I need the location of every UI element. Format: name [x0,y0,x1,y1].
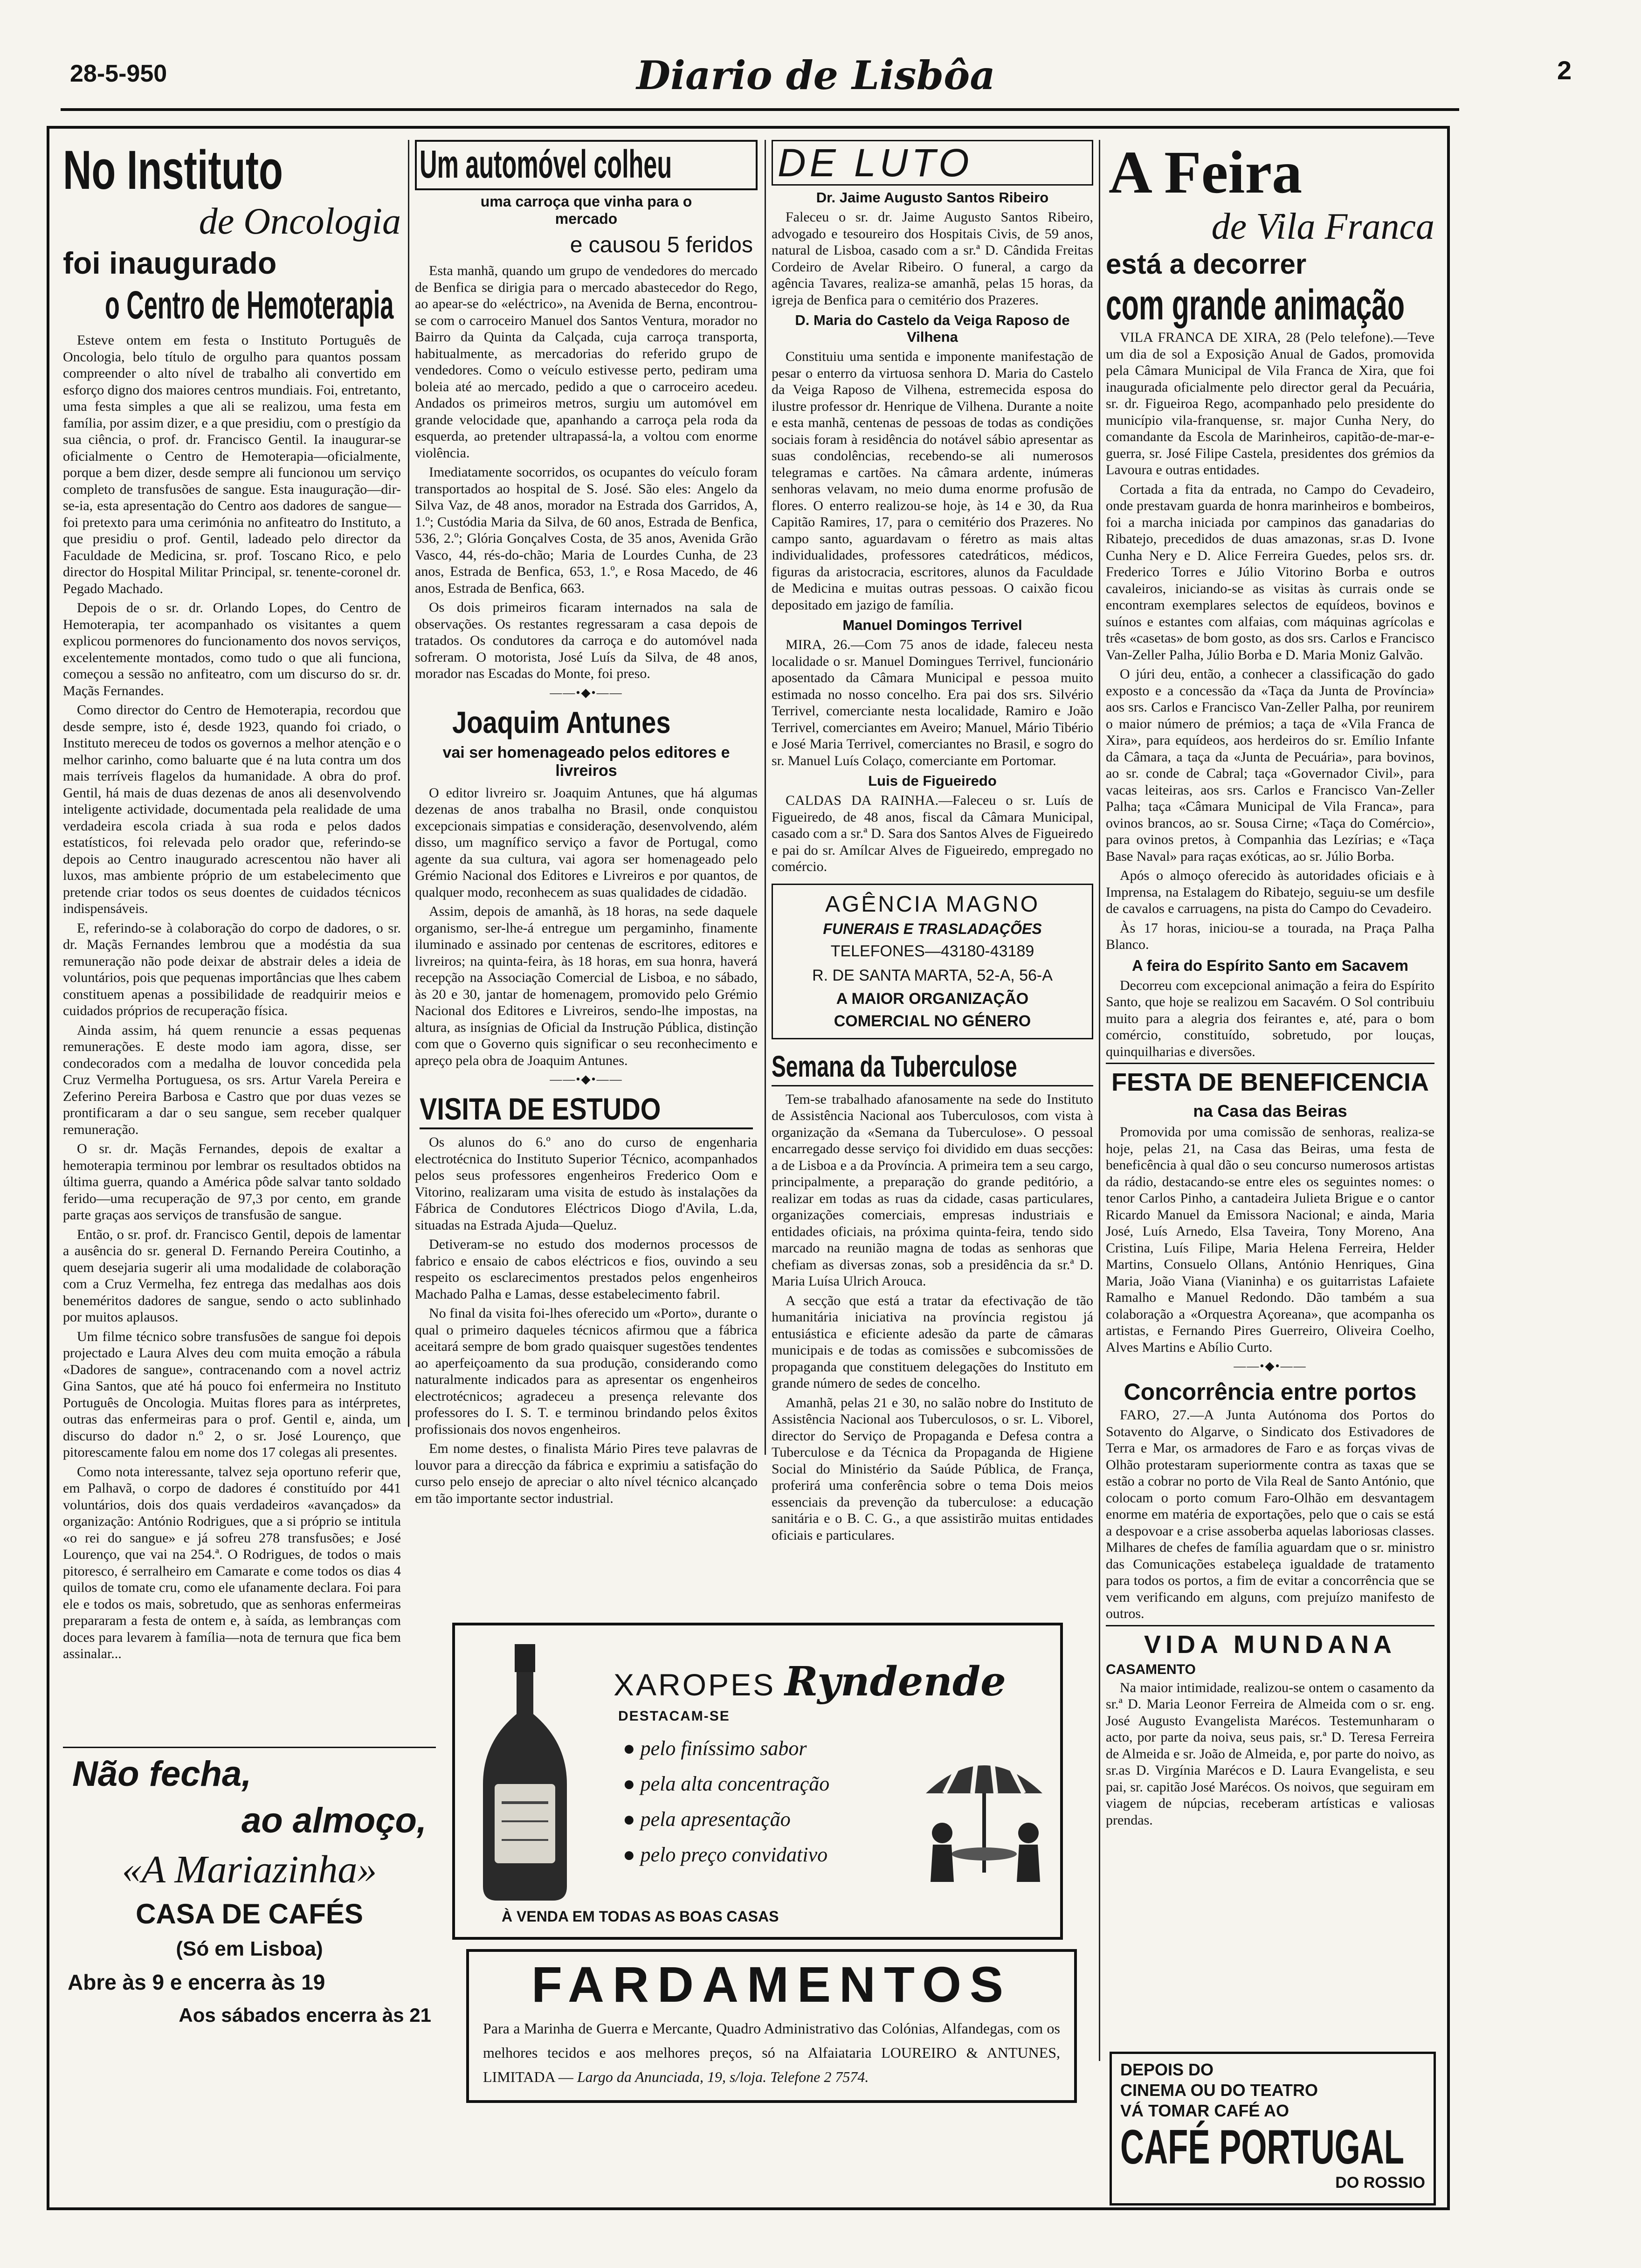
figure-body [931,1845,954,1882]
ad-so-lisboa: (Só em Lisboa) [176,1937,323,1960]
column-divider [765,140,766,1455]
ad-mariazinha-name: «A Mariazinha» [122,1848,377,1891]
item-text: pela apresentação [640,1808,791,1831]
fardamentos-title: FARDAMENTOS [531,1956,1012,2012]
column-automovel [415,140,758,1506]
paragraph: O sr. dr. Maçãs Fernandes, depois de exaltar a hemoterapia terminou por lembrar os resultados obtidos na última guerra, quando a América pôde salvar tanto soldado ferido—uma recuperação de 97,3 por cento, em grande parte graças aos serviços de transfusão de sangue. [63,1141,401,1223]
agencia-phones: TELEFONES—43180-43189 [830,942,1034,960]
column-feira-vila-franca [1106,140,1434,2047]
column-divider [408,140,409,1427]
separator-dots: ——•◆•—— [1234,1359,1307,1373]
headline-esta-decorrer: está a decorrer [1106,249,1307,280]
ad-fardamentos [466,1949,1077,2103]
ad-saturday-hours: Aos sábados encerra às 21 [179,2004,431,2026]
paragraph: Promovida por uma comissão de senhoras, realiza-se hoje, pelas 21, na Casa das Beiras, uma festa de beneficência à qual dão o seu concurso numerosos artistas da rádio, destacando-se entre eles os seguintes nomes: o tenor Carlos Pinho, a cantadeira Julieta Brigue e o cantor Ricardo Manuel da Emissora Nacional; e ainda, Maria José, Luís Arnedo, Elsa Taveira, Tony Moreno, Ana Cristina, Luís Filipe, Maria Helena Ferreira, Helder Martins, Consuelo Ollans, António Henriques, Gina Maria, João Viana (Vianinha) e os guitarristas Lafaiete Ramalho e Manuel Redondo. Dão também a sua colaboração a «Orquestra Açoreana», que acompanha os artistas, e Fernando Pires Guerreiro, Oliveira Coelho, Alves Martins e Abílio Curto. [1106,1124,1434,1355]
xaropes-footer: À VENDA EM TODAS AS BOAS CASAS [502,1908,779,1925]
paragraph: Então, o sr. prof. dr. Francisco Gentil, depois de lamentar a ausência do sr. general D. Fernando Pereira Coutinho, a quem desejaria sugerir ali uma modalidade de colaboração com a Cruz Vermelha, fez entrega das medalhas aos dois beneméritos dadores de sangue, sendo o acto sublinhado por muitos aplausos. [63,1226,401,1325]
ad-cafe-portugal [1110,2052,1436,2206]
obituary-text: MIRA, 26.—Com 75 anos de idade, faleceu nesta localidade o sr. Manuel Domingues Terrivel, funcionário aposentado da Câmara Municipal e pessoa muito estimada no nosso concelho. Era pai dos srs. Silvério Terrivel, comerciante nesta localidade, Ramiro e João Terrivel, comerciantes em Aveiro; Manuel, Mário Tibério e José Maria Terrivel, comerciantes no Brasil, e sogro do sr. Manuel Luís Colaço, comerciante em Portomar. [772,637,1093,768]
headline-de-luto-box [772,140,1093,186]
headline-centro-hemoterapia: o Centro de Hemoterapia [105,283,394,327]
ad-agencia-magno [772,884,1093,1039]
paragraph: No final da visita foi-lhes oferecido um «Porto», durante o qual o primeiro daqueles técnicos afirmou que a fábrica aceitará sempre de bom grado quaisquer sugestões tendentes ao aperfeiçoamento da sua produção, considerando como naturalmente indicados para as apresentar os engenheiros electrotécnicos; agradeceu a presença relevante dos professores do I. S. T. e terminou brindando pelos êxitos profissionais dos novos engenheiros. [415,1306,758,1437]
ad-divider [63,1747,436,1748]
ad-line-nao-fecha: Não fecha, [72,1754,252,1794]
paragraph: Depois de o sr. dr. Orlando Lopes, do Centro de Hemoterapia, ter acompanhado os visitantes a quem explicou pormenores do funcionamento dos novos serviços, excelentemente montados, como tudo o que ali funciona, começou a sessão no anfiteatro, com um discurso do sr. dr. Maçãs Fernandes. [63,600,401,698]
headline-tuberculose-box [772,1048,1093,1086]
figure-body [1017,1845,1040,1882]
cafe-line-3: VÁ TOMAR CAFÉ AO [1120,2101,1289,2120]
subheadline-sacavem: A feira do Espírito Santo em Sacavem [1132,956,1408,974]
cafe-line-2: CINEMA OU DO TEATRO [1120,2081,1318,2100]
headline-vila-franca: de Vila Franca [1211,206,1434,247]
headline-joaquim-antunes: Joaquim Antunes [452,705,671,740]
fardamentos-text [483,2016,1060,2089]
paragraph: Assim, depois de amanhã, às 18 horas, na sede daquele organismo, ser-lhe-á entregue um pergaminho, finamente iluminado e assinado por centenas de escritores, editores e livreiros; na quinta-feira, às 18 horas, em sua honra, haverá recepção na Associação Comercial de Lisboa, e no sábado, às 20 e 30, jantar de homenagem, promovido pelo Grémio Nacional dos Editores e Livreiros, sendo-lhe impostas, na altura, as insígnias de Oficial da Instrução Pública, distinção com que o Governo quis significar o seu reconhecimento e apreço pela obra de Joaquim Antunes. [415,904,758,1068]
obituary-name: Manuel Domingos Terrivel [842,617,1022,633]
article-body [63,332,401,1662]
xaropes-title [614,1658,1006,1705]
headline-concorrencia-portos: Concorrência entre portos [1124,1379,1417,1405]
subheadline-carroca: uma carroça que vinha para o mercado [480,193,692,227]
paragraph: Os dois primeiros ficaram internados na sala de observações. Os restantes regressaram a casa depois de tratados. Os condutores da carroça e do automóvel nada sofreram. O motorista, José Luís da Silva, de 48 anos, morador nas Escadas do Monte, foi preso. [415,600,758,681]
subheadline-feridos: e causou 5 feridos [570,233,753,257]
headline-grande-animacao: com grande animação [1106,281,1405,329]
paragraph: Imediatamente socorridos, os ocupantes do veículo foram transportados ao hospital de S. José. São eles: Angelo da Silva Vaz, de 48 anos, morador na Estrada dos Garridos, A, 1.º; Custódia Maria da Silva, de 60 anos, Estrada de Benfica, 536, 2.º; Glória Gonçalves Costa, de 35 anos, Avenida Grão Vasco, 44, rés-do-chão; Maria de Lourdes Cunha, de 23 anos, Estrada de Benfica, 653, 1.º, e Rosa Macedo, de 46 anos, Estrada de Benfica, 663. [415,464,758,596]
ad-hours: Abre às 9 e encerra às 19 [68,1970,325,1994]
headline-no-instituto: No Instituto [63,139,283,201]
paragraph: Após o almoço oferecido às autoridades oficiais e à Imprensa, na Estalagem do Ribatejo, seguiu-se um desfile de cavalos e carruagens, na pista do Campo do Cevadeiro. [1106,868,1434,916]
fardamentos-address: Largo da Anunciada, 19, s/loja. Telefone 2 7574. [577,2068,869,2085]
agencia-org-1: A MAIOR ORGANIZAÇÃO [836,989,1029,1008]
table-top [952,1847,1017,1860]
obituary-text: Constituiu uma sentida e imponente manifestação de pesar o enterro da virtuosa senhora D. Maria do Castelo da Veiga Raposo de Vilhena, estremecida esposa do ilustre professor dr. Henrique de Vilhena. Durante a noite e esta manhã, centenas de pessoas de todas as condições sociais foram à residência do notável sábio apresentar as suas condolências, recebendo-se ali numerosos telegramas e cartões. Na câmara ardente, inúmeras senhoras velavam, no meio duma enorme profusão de flores. O enterro realizou-se hoje, às 14 e 30, da Rua Capitão Ramires, 17, para o cemitério dos Prazeres. No campo santo, aguardavam o féretro as mais altas individualidades, professores catedráticos, médicos, figuras da aristocracia, escritores, alunos da Faculdade de Medicina e muitas outras pessoas. O caixão ficou depositado em jazigo de família. [772,349,1093,613]
obituary-name: Dr. Jaime Augusto Santos Ribeiro [816,189,1049,206]
subheadline-homenagem: vai ser homenageado pelos editores e livreiros [442,743,730,780]
list-item: ● pela alta concentração [623,1772,830,1795]
agencia-sub: FUNERAIS E TRASLADAÇÕES [823,920,1042,937]
list-item: ● pela apresentação [623,1808,791,1831]
xaropes-list [623,1731,829,1873]
agencia-name: AGÊNCIA MAGNO [825,892,1040,917]
headline-de-oncologia: de Oncologia [199,201,401,242]
section-rule [1106,1063,1434,1064]
paragraph: Detiveram-se no estudo dos modernos processos de fabrico e ensaio de cabos eléctricos e fios, ouvindo a seu respeito os esclarecimentos prestados pelos engenheiros Machado Palha e Lamas, desse estabelecimento fabril. [415,1237,758,1302]
figure-head [932,1823,952,1843]
list-item: ● pelo finíssimo sabor [623,1737,807,1760]
page-number: 2 [1557,55,1572,85]
ad-mariazinha [63,1744,436,2192]
bottle-label [495,1784,555,1863]
obituary-text: CALDAS DA RAINHA.—Faleceu o sr. Luís de Figueiredo, de 48 anos, fiscal da Câmara Municipal, casado com a sr.ª D. Sara dos Santos Alves de Figueiredo e pai do sr. Amílcar Alves de Figueiredo, empregado no comércio. [772,793,1093,874]
separator-dots: ——•◆•—— [550,1072,623,1086]
xaropes-word: XAROPES [614,1667,776,1702]
cafe-line-1: DEPOIS DO [1120,2060,1214,2079]
paragraph: Tem-se trabalhado afanosamente na sede do Instituto de Assistência Nacional aos Tuberculosos, com vista à organização da «Semana da Tuberculose». O pessoal encarregado desse serviço foi dividido em duas secções: a de Lisboa e a da Província. A primeira tem a seu cargo, principalmente, a preparação do grande peditório, a realizar em todas as ruas da cidade, casas particulares, organizações comerciais, empresas industriais e entidades oficiais, na próxima quinta-feira, tendo sido marcado na reunião magna de todas as senhoras que chefiam as diversas zonas, sob a presidência da sr.ª D. Maria Luísa Ulrich Arouca. [772,1091,1093,1289]
masthead-rule [61,108,1459,111]
column-de-luto [772,140,1093,1543]
paragraph: A secção que está a tratar da efectivação de tão humanitária iniciativa na província registou já entusiástica e eficiente adesão da parte de câmaras municipais e de todas as comissões e subcomissões de propaganda que constituem delegações do Instituto em grande número de sedes de concelho. [772,1293,1093,1391]
umbrella-scene-illustration [917,1733,1052,1887]
paragraph: Os alunos do 6.º ano do curso de engenharia electrotécnica do Instituto Superior Técnico, acompanhados pelos seus professores engenheiros Frederico Oom e Vitorino, realizaram uma visita de estudo às instalações da Fábrica de Condutores Eléctricos Diogo d'Avila, L.da, situadas na Estrada Ajuda—Queluz. [415,1134,758,1233]
paragraph: Ainda assim, há quem renuncie a essas pequenas remunerações. E deste modo iam agora, disse, ser condecorados com a medalha de louvor concedida pela Cruz Vermelha Portuguesa, os srs. Artur Varela Pereira e Zeferino Pereira Barbosa e Castro que por duas vezes se prontificaram a dar o seu sangue, sem receber qualquer remuneração. [63,1022,401,1137]
obituary-name: Luis de Figueiredo [868,773,997,789]
ad-casa-cafes: CASA DE CAFÉS [136,1898,363,1929]
separator-dots: ——•◆•—— [550,685,623,699]
headline-visita-estudo: VISITA DE ESTUDO [420,1092,661,1126]
item-text: pela alta concentração [640,1772,830,1795]
paragraph: Um filme técnico sobre transfusões de sangue foi depois projectado e Laura Alves deu com muita emoção a rábula «Dadores de sangue», contracenando com a novel actriz Gina Santos, que até há pouco foi enfermeira no Instituto Português de Oncologia. Muitas flores para as intérpretes, outras das enfermeiras para o prof. Gentil e, ainda, um discurso do dador n.º 2, o sr. José Lourenço, que pitorescamente falou em nome dos 17 colegas ali presentes. [63,1328,401,1460]
paragraph: O júri deu, então, a conhecer a classificação do gado exposto e a concessão da «Taça da Junta de Província» aos srs. Carlos e Francisco Van-Zeller Palha, por reunirem o maior número de prémios; a taça de «Vila Franca de Xira», para equídeos, aos herdeiros do sr. Emílio Infante da Câmara, a taça da «Junta de Pecuária», para bovinos, ao sr. conde de Cabral; taça «Governador Civil», para vacas leiteiras, aos srs. Carlos e Francisco Van-Zeller Palha; taça «Câmara Municipal de Vila Franca», para ovinos brancos, ao sr. Sousa Cirne; «Taça do Comércio», para ovinos pretos, à Companhia das Lezírias; e «Taça Base Naval» para raças exóticas, ao sr. Júlio Borba. [1106,666,1434,864]
paragraph: E, referindo-se à colaboração do corpo de dadores, o sr. dr. Maçãs Fernandes lembrou que a modéstia da sua remuneração não pode deixar de abstrair deles a ideia de voluntários, pois que pequenas importâncias que lhes cabem constituem apenas a possibilidade de readquirir meios e cuidados próprios de recuperação física. [63,920,401,1018]
cafe-place: DO ROSSIO [1335,2174,1425,2192]
headline-foi-inaugurado: foi inaugurado [63,246,277,280]
headline-tuberculose: Semana da Tuberculose [772,1049,1017,1083]
paragraph: Decorreu com excepcional animação a feira do Espírito Santo, que hoje se realizou em Sacavém. O Sol contribuiu muito para a alegria dos feirantes e, até, para o bom comércio, constituído, sobretudo, por louças, quinquilharias e diversões. [1106,977,1434,1059]
subheadline-casa-beiras: na Casa das Beiras [1193,1101,1347,1120]
paragraph: FARO, 27.—A Junta Autónoma dos Portos do Sotavento do Algarve, o Sindicato dos Estivadores de Terra e Mar, os armadores de Faro e as forças vivas de Olhão protestaram superiormente contra as taxas que se estão a cobrar no porto de Vila Real de Santo António, que colocam o porto comum Faro-Olhão em desvantagem enorme em matéria de exportações, pelo que o cais se está a despovoar e a crise assoberba aquelas laboriosas classes. Milhares de chefes de família aguardam que o sr. ministro das Comunicações estabeleça igualdade de tratamento para todos os portos, a fim de evitar a concorrência que se vem verificando em alguns, com prejuízo manifesto de outros. [1106,1407,1434,1621]
obituary-text: Faleceu o sr. dr. Jaime Augusto Santos Ribeiro, advogado e tesoureiro dos Hospitais Civis, de 59 anos, natural de Lisboa, casado com a sr.ª D. Cândida Freitas Cordeiro de Avelar Ribeiro. O funeral, a cargo da agência Tavares, realiza-se amanhã, pelas 15 horas, da igreja de Benfica para o cemitério dos Prazeres. [772,209,1093,308]
bottle-cap [515,1644,535,1672]
paragraph: Esta manhã, quando um grupo de vendedores do mercado de Benfica se dirigia para o mercado abastecedor do Rego, ao apear-se do «eléctrico», na Avenida de Berna, encontrou-se com o carroceiro Manuel dos Santos Ventura, morador no Bairro da Quinta da Calçada, cuja carroça transporta, habitualmente, as mercadorias do referido grupo de vendedores. Como o veículo estivesse perto, pediram uma boleia até ao mercado, pedido a que o carroceiro acedeu. Andados os primeiros metros, surgiu um automóvel em grande velocidade que, apanhando a carroça pela roda da esquerda, ao pretender ultrapassá-la, a voltou com enorme violência. [415,263,758,461]
paragraph: Amanhã, pelas 21 e 30, no salão nobre do Instituto de Assistência Nacional aos Tuberculosos, o sr. L. Viborel, director do Serviço de Propaganda e Defesa contra a Tuberculose e da Técnica da Propaganda de Higiene Social do Ministério da Saúde Pública, de França, proferirá uma conferência sobre o tema Dois meios essenciais da prevenção da tuberculose: a educação sanitária e o B. C. G., a que assistirão muitas entidades oficiais e particulares. [772,1395,1093,1543]
paragraph: Cortada a fita da entrada, no Campo do Cevadeiro, onde prestavam guarda de honra marinheiros e bombeiros, foi a marcha iniciada por campinos das ganadarias do Ribatejo, precedidos de duas amazonas, sr.as D. Ivone Cunha Nery e D. Alice Ferreira Guedes, pelos srs. dr. Frederico Torres e Júlio Vitorino Borba e outros cavaleiros, iniciando-se as visitas às currais onde se encontram exemplares selectos de equídeos, bovinos e suínos e estantes com alfaias, com máquinas agrícolas e três «casetas» de bom gosto, as dos srs. Carlos e Francisco Van-Zeller Palha, Júlio Borba e D. Maria Moniz Galvão. [1106,481,1434,663]
headline-visita-box [420,1090,753,1129]
paragraph: VILA FRANCA DE XIRA, 28 (Pelo telefone).—Teve um dia de sol a Exposição Anual de Gados, promovida pela Câmara Municipal de Vila Franca de Xira, que foi inaugurada oficialmente pelo director geral da Pecuária, sr. dr. Figueiroa Rego, acompanhado pelo presidente do município vila-franquense, sr. major Cunha Nery, do comandante da Escola de Marinheiros, capitão-de-mar-e-guerra, sr. José Filipe Castela, presidentes dos grémios da Lavoura e outras entidades. [1106,330,1434,477]
headline-festa-beneficencia: FESTA DE BENEFICENCIA [1111,1068,1429,1096]
fardamentos-text-1: Para a Marinha de Guerra e Mercante, Quadro Administrativo das Colónias, Alfandegas, com os melhores tecidos e aos melhores preços, só na Alfaiataria LOUREIRO & ANTUNES, LIMITADA — [483,2020,1060,2085]
item-text: pelo preço convidativo [640,1843,828,1866]
paragraph: Esteve ontem em festa o Instituto Português de Oncologia, belo título de orgulho para quantos possam compreender o alto nível de trabalho ali convertido em esforço digno dos maiores centros mundiais. Foi, entretanto, uma festa simples a que ali se realizou, uma festa em família, por assim dizer, e a que presidiu, com o prestígio da sua ciência, o prof. dr. Francisco Gentil. Ia inaugurar-se oficialmente o Centro de Hemoterapia—oficialmente, porque a bem dizer, desde sempre ali funcionou um serviço completo de transfusões de sangue. Esta inauguração—dir-se-ia, esta apresentação do Centro aos dadores de sangue—foi pretexto para uma cerimónia no anfiteatro do Instituto, a que presidiu o prof. Gentil, ladeado pelo director da Faculdade de Medicina, sr. prof. Toscano Rico, e pelo director do Hospital Militar Principal, sr. tenente-coronel dr. Pegado Machado. [63,332,401,596]
paragraph: O editor livreiro sr. Joaquim Antunes, que há algumas dezenas de anos trabalha no Brasil, onde conquistou excepcionais simpatias e consideração, desenvolvendo, além disso, um magnífico serviço a favor de Portugal, como agente da sua cultura, vai agora ser homenageado pelo Grémio Nacional dos Editores e Livreiros e por quantos, de qualquer modo, reconhecem as suas qualidades de cidadão. [415,785,758,900]
agencia-org-2: COMERCIAL NO GÉNERO [834,1012,1031,1030]
paragraph: Como director do Centro de Hemoterapia, recordou que desde sempre, isto é, desde 1923, quando foi criado, o Instituto mereceu de todos os governos a melhor atenção e o melhor carinho, como baluarte que é na luta contra um dos mais terríveis flagelos da humanidade. A obra do prof. Gentil, há mais de duas dezenas de anos ali desenvolvendo inteligente actividade, documentada pela realidade de uma verdadeira escola criada à sua roda e pelos dados estatísticos, foi relevada pelo orador que, referindo-se depois ao Centro inaugurado acrescentou não haver ali luxos, mas ambiente próprio de um estabelecimento que pretende criar todos os seus doentes de cuidados técnicos indispensáveis. [63,702,401,916]
list-item: ● pelo preço convidativo [623,1843,828,1866]
ad-line-ao-almoco: ao almoço, [241,1801,427,1840]
umbrella-canopy [926,1765,1042,1793]
obituary-name: D. Maria do Castelo da Veiga Raposo de Vilhena [795,312,1070,345]
column-divider [1099,140,1100,2061]
xaropes-destacam: DESTACAM-SE [618,1708,730,1724]
bottle-illustration [474,1644,576,1905]
agencia-address: R. DE SANTA MARTA, 52-A, 56-A [812,966,1053,984]
paragraph: Às 17 horas, iniciou-se a tourada, na Praça Palha Blanco. [1106,920,1434,952]
headline-a-feira: A Feira [1109,139,1303,206]
ad-xaropes-ryndende [452,1623,1063,1940]
newspaper-title: Diario de Lisbôa [636,52,995,98]
paragraph: Na maior intimidade, realizou-se ontem o casamento da sr.ª D. Maria Leonor Ferreira de Almeida com o sr. eng. José Augusto Evangelista Marécos. Testemunharam o acto, por parte da noiva, seus pais, sr.ª D. Teresa Ferreira de Almeida e sr. João de Almeida, e, por parte do noivo, as sr.as D. Virgínia Marécos e D. Laura Evangelista, e seu pai, sr. capitão José Marécos. Os noivos, que seguiram em viagem de núpcias, receberam artísticas e valiosas prendas. [1106,1680,1434,1828]
headline-automovel: Um automóvel colheu [420,142,672,186]
paragraph: Como nota interessante, talvez seja oportuno referir que, em Palhavã, o corpo de dadores é constituído por 441 voluntários, dois dos quais verdadeiros «avançados» da organização: António Rodrigues, que a si próprio se intitula «o rei do sangue» e já sofreu 278 transfusões; e José Lourenço, que vai na 254.ª. O Rodrigues, de todos o mais pitoresco, é serralheiro em Camarate e come todos os dias 4 quilos de tomate cru, como ele ufanamente declara. Foi para ele e todos os mais, sobretudo, que as senhoras enfermeiras prepararam a festa de ontem e, à saída, as lembranças com doces para levarem à família—nota de ternura que fica bem assinalar... [63,1464,401,1661]
headline-vida-mundana: VIDA MUNDANA [1144,1630,1396,1659]
ryndende-brand: Ryndende [785,1658,1006,1705]
subheadline-casamento: CASAMENTO [1106,1661,1196,1677]
column-oncologia [63,139,401,1661]
issue-date: 28-5-950 [70,60,167,87]
section-rule [1106,1625,1434,1626]
headline-box [415,140,758,190]
paragraph: Em nome destes, o finalista Mário Pires teve palavras de louvor para a direcção da fábrica e exprimiu a satisfação do curso pelo ensejo de apreciar o alto nível técnico alcançado em tão importante sector industrial. [415,1441,758,1506]
item-text: pelo finíssimo sabor [640,1737,807,1760]
figure-head [1018,1823,1039,1843]
cafe-name: CAFÉ PORTUGAL [1120,2120,1404,2174]
headline-de-luto: DE LUTO [778,141,973,185]
